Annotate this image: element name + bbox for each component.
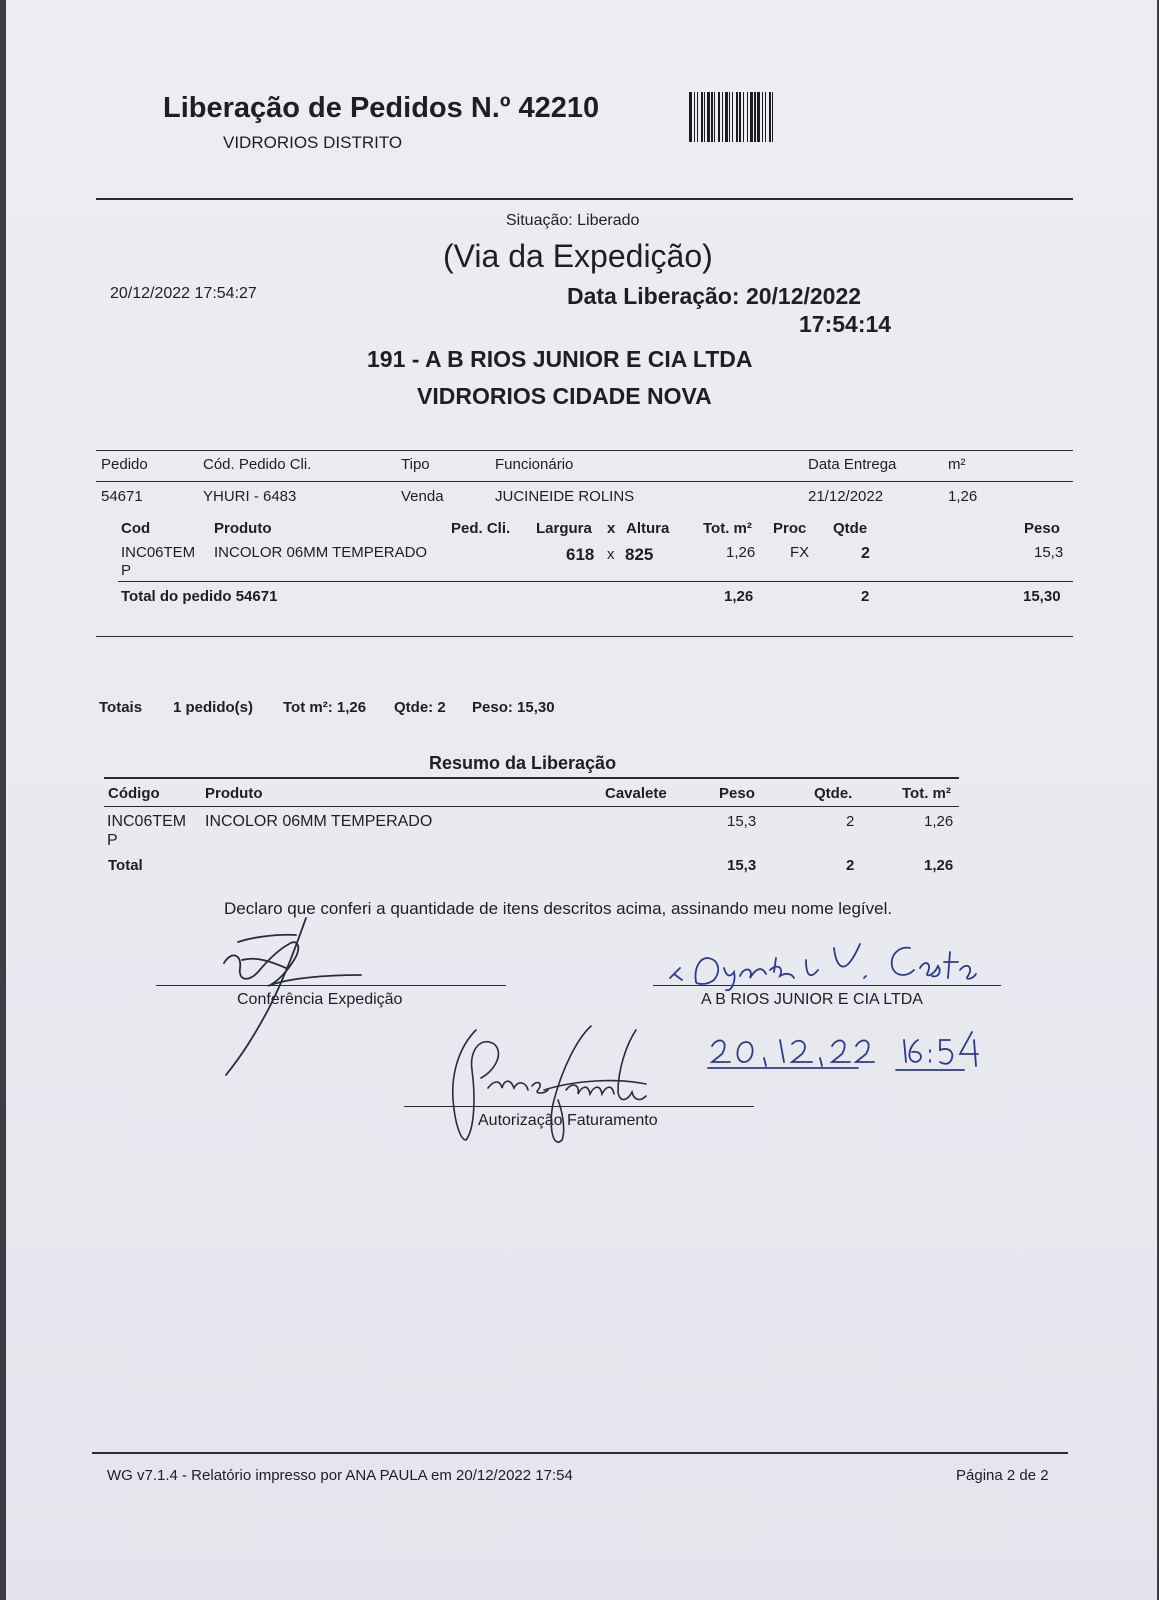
release-date: Data Liberação: 20/12/2022 bbox=[567, 283, 862, 309]
client-store: VIDRORIOS CIDADE NOVA bbox=[417, 383, 712, 409]
summary-col-peso: Peso bbox=[719, 785, 755, 802]
cell-cod-pedido-cli: YHURI - 6483 bbox=[203, 488, 297, 505]
signature-label-conferencia: Conferência Expedição bbox=[237, 991, 403, 1008]
print-datetime: 20/12/2022 17:54:27 bbox=[110, 285, 257, 302]
cell-funcionario: JUCINEIDE ROLINS bbox=[495, 488, 635, 505]
col-tipo: Tipo bbox=[401, 456, 430, 473]
order-total-label: Total do pedido 54671 bbox=[121, 588, 278, 605]
totals-pedidos: 1 pedido(s) bbox=[173, 699, 254, 716]
signature-autograph bbox=[453, 1026, 646, 1142]
declaration-text: Declaro que conferi a quantidade de itens descritos acima, assinando meu nome legível. bbox=[224, 899, 893, 918]
handwritten-date bbox=[708, 1032, 978, 1070]
cell-proc: FX bbox=[790, 544, 810, 561]
col-qtde: Qtde bbox=[833, 520, 868, 537]
cell-altura: 825 bbox=[625, 545, 654, 564]
cell-x: x bbox=[607, 546, 615, 563]
cell-produto: INCOLOR 06MM TEMPERADO bbox=[214, 544, 428, 561]
signature-conferencia bbox=[224, 918, 361, 1075]
order-total-m2: 1,26 bbox=[724, 588, 754, 605]
summary-col-codigo: Código bbox=[108, 785, 160, 802]
summary-col-tot-m2: Tot. m² bbox=[902, 785, 951, 802]
col-m2: m² bbox=[948, 456, 966, 473]
col-produto: Produto bbox=[214, 520, 272, 537]
cell-m2: 1,26 bbox=[948, 488, 978, 505]
col-peso: Peso bbox=[1024, 520, 1060, 537]
totals-qtde: Qtde: 2 bbox=[394, 699, 446, 716]
summary-cell-codigo: INC06TEM bbox=[107, 813, 187, 830]
summary-title: Resumo da Liberação bbox=[429, 753, 617, 773]
col-ped-cli: Ped. Cli. bbox=[451, 520, 511, 537]
page-number: Página 2 de 2 bbox=[956, 1467, 1049, 1484]
col-funcionario: Funcionário bbox=[495, 456, 574, 473]
signature-label-autorizacao: Autorização Faturamento bbox=[478, 1112, 658, 1129]
release-time: 17:54:14 bbox=[799, 311, 892, 337]
col-proc: Proc bbox=[773, 520, 807, 537]
cell-tot-m2: 1,26 bbox=[726, 544, 756, 561]
cell-tipo: Venda bbox=[401, 488, 444, 505]
footer-report-info: WG v7.1.4 - Relatório impresso por ANA PAULA em 20/12/2022 17:54 bbox=[107, 1467, 573, 1484]
client-name: 191 - A B RIOS JUNIOR E CIA LTDA bbox=[367, 346, 753, 372]
order-total-peso: 15,30 bbox=[1023, 588, 1061, 605]
handwriting-layer bbox=[6, 0, 1157, 1600]
col-altura: Altura bbox=[626, 520, 670, 537]
totals-peso: Peso: 15,30 bbox=[472, 699, 555, 716]
summary-cell-codigo-continued: P bbox=[107, 832, 118, 849]
summary-total-qtde: 2 bbox=[846, 857, 855, 874]
copy-type: (Via da Expedição) bbox=[443, 238, 713, 274]
cell-pedido: 54671 bbox=[101, 488, 143, 505]
cell-peso: 15,3 bbox=[1034, 544, 1064, 561]
cell-data-entrega: 21/12/2022 bbox=[808, 488, 884, 505]
col-largura: Largura bbox=[536, 520, 592, 537]
summary-total-label: Total bbox=[108, 857, 143, 874]
signature-label-company: A B RIOS JUNIOR E CIA LTDA bbox=[701, 991, 923, 1008]
summary-total-m2: 1,26 bbox=[924, 857, 954, 874]
cell-cod: INC06TEM bbox=[121, 544, 196, 561]
summary-cell-tot-m2: 1,26 bbox=[924, 813, 954, 830]
cell-cod-continued: P bbox=[121, 562, 132, 579]
col-pedido: Pedido bbox=[101, 456, 148, 473]
col-cod-pedido-cli: Cód. Pedido Cli. bbox=[203, 456, 312, 473]
col-cod: Cod bbox=[121, 520, 151, 537]
document-page bbox=[6, 0, 1157, 1600]
branch-name: VIDRORIOS DISTRITO bbox=[223, 133, 403, 152]
col-tot-m2: Tot. m² bbox=[703, 520, 752, 537]
summary-col-cavalete: Cavalete bbox=[605, 785, 667, 802]
totals-m2: Tot m²: 1,26 bbox=[283, 699, 367, 716]
col-x: x bbox=[607, 520, 616, 537]
document-title: Liberação de Pedidos N.º 42210 bbox=[163, 92, 600, 124]
totals-label: Totais bbox=[99, 699, 143, 716]
status-text: Situação: Liberado bbox=[506, 212, 640, 229]
order-total-qtde: 2 bbox=[861, 588, 870, 605]
col-data-entrega: Data Entrega bbox=[808, 456, 897, 473]
footer-rule bbox=[92, 1452, 1068, 1454]
cell-largura: 618 bbox=[566, 545, 595, 564]
summary-col-produto: Produto bbox=[205, 785, 263, 802]
summary-col-qtde: Qtde. bbox=[814, 785, 853, 802]
cell-qtde: 2 bbox=[861, 545, 870, 562]
signature-company bbox=[670, 944, 976, 990]
summary-cell-qtde: 2 bbox=[846, 813, 855, 830]
summary-total-peso: 15,3 bbox=[727, 857, 757, 874]
summary-cell-peso: 15,3 bbox=[727, 813, 757, 830]
summary-cell-produto: INCOLOR 06MM TEMPERADO bbox=[205, 813, 433, 830]
